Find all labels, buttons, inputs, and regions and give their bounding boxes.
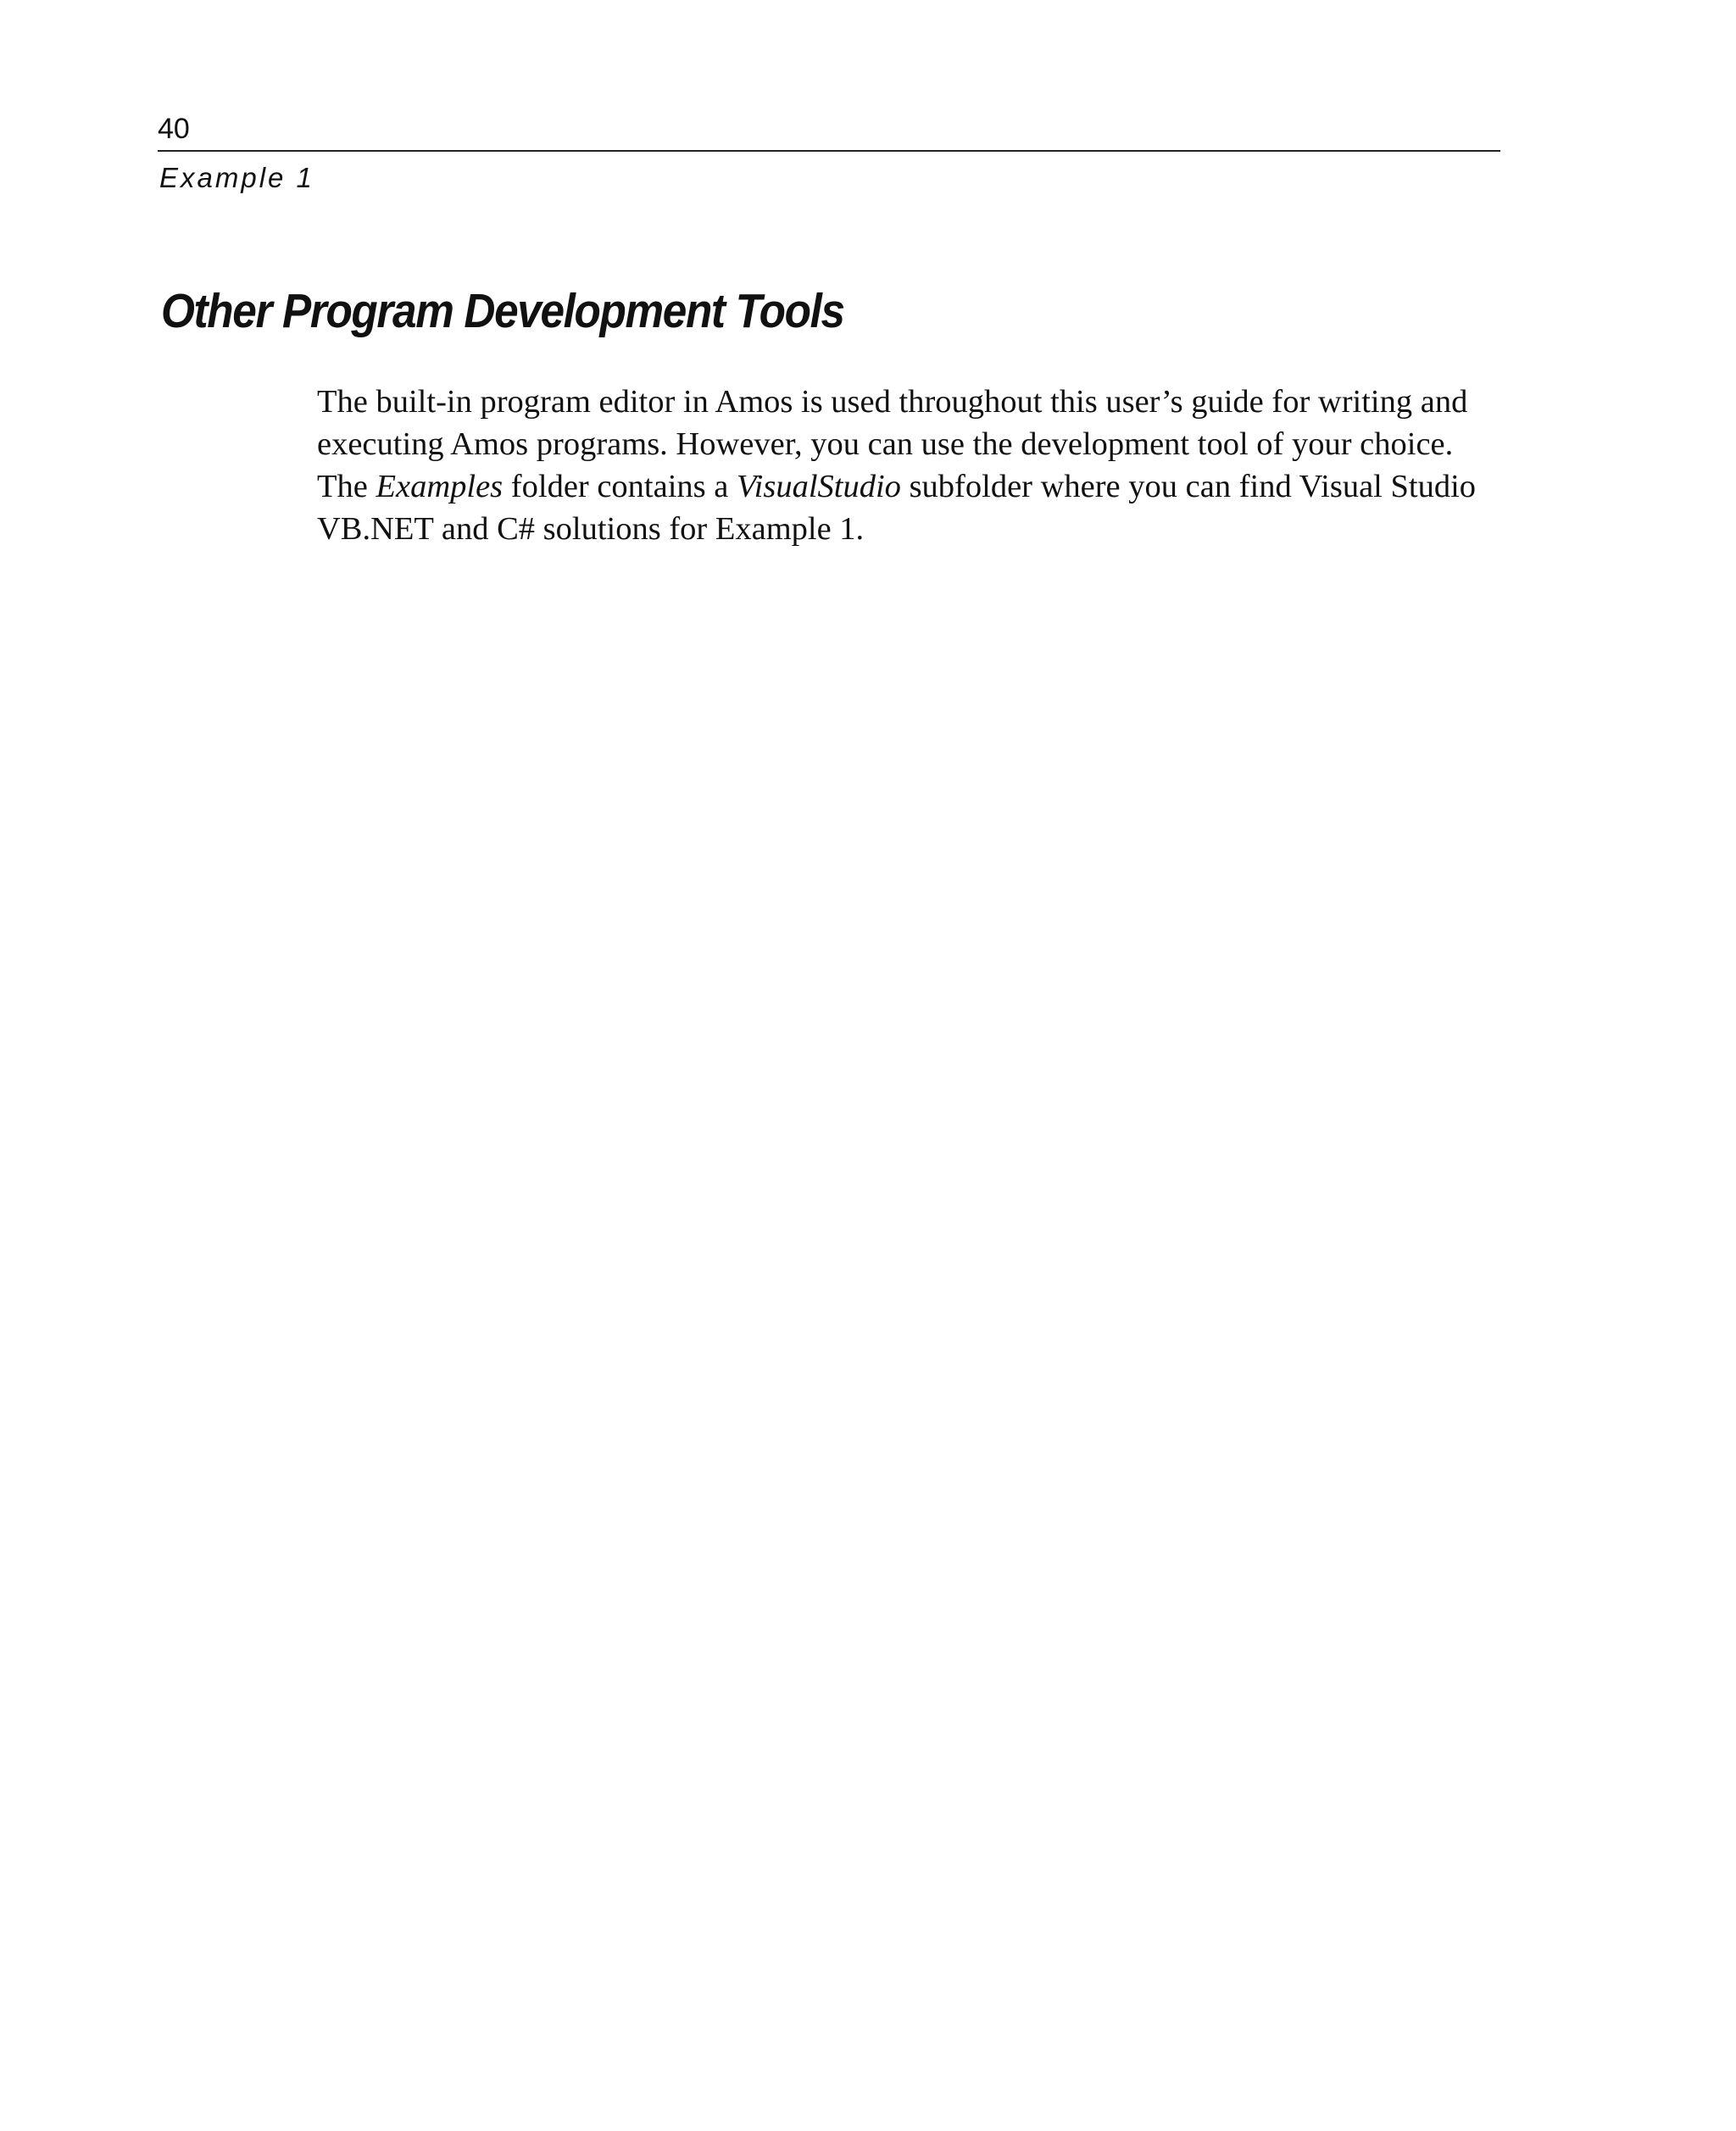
page-number: 40	[158, 113, 190, 145]
paragraph-text: The built-in program editor in Amos is used throughout this user’s guide for writing and executing Amos programs. However, you can use the development tool of your choice. The	[317, 384, 1468, 504]
folder-name-visualstudio: VisualStudio	[737, 469, 901, 504]
header-rule	[158, 150, 1500, 152]
body-paragraph	[317, 381, 1504, 550]
running-head: Example 1	[159, 162, 314, 193]
paragraph-text: subfolder where you can find Visual Studio VB.NET and C# solutions for Example 1.	[317, 469, 1477, 547]
section-title: Other Program Development Tools	[161, 284, 844, 338]
paragraph-text: folder contains a	[503, 469, 737, 504]
folder-name-examples: Examples	[376, 469, 504, 504]
